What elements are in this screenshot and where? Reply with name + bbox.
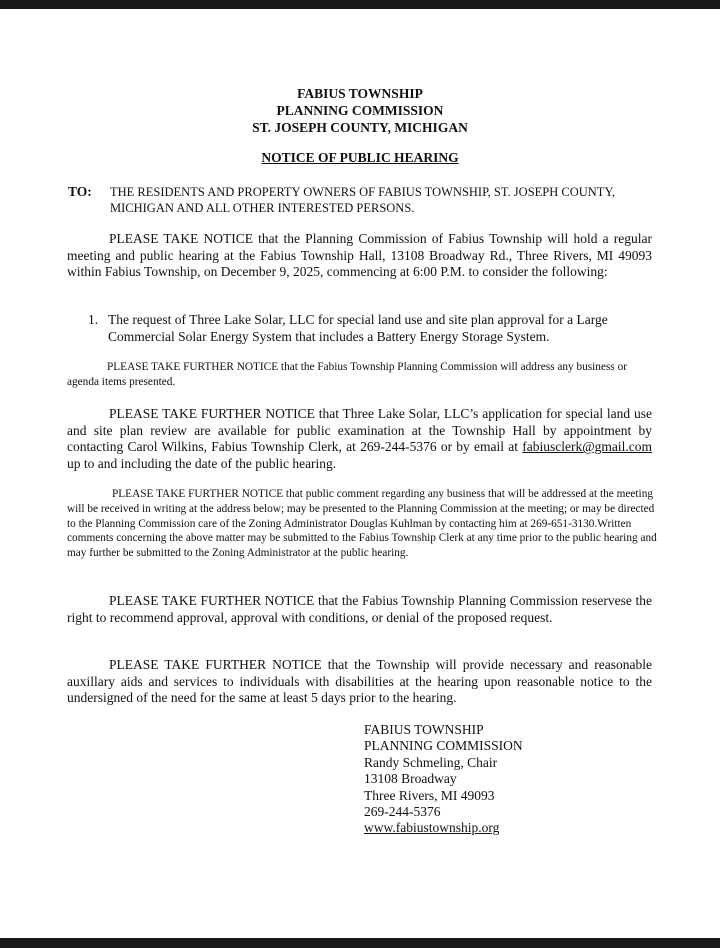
document-header	[0, 85, 720, 136]
agenda-item-number: 1.	[88, 312, 99, 327]
signature-name: Randy Schmeling, Chair	[364, 754, 498, 770]
paragraph-accessibility: PLEASE TAKE FURTHER NOTICE that the Township will provide necessary and reasonable auxillary aids and services to individuals with disabilities at the hearing upon reasonable notice to the undersigned of the need for the same at least 5 days prior to the hearing.	[67, 657, 652, 706]
paragraph-recommendation: PLEASE TAKE FURTHER NOTICE that the Fabius Township Planning Commission reservese the right to recommend approval, approval with conditions, or denial of the proposed request.	[67, 593, 652, 625]
paragraph-public-comment: PLEASE TAKE FURTHER NOTICE that public comment regarding any business that will be addressed at the meeting will be received in writing at the address below; may be presented to the Planning Commission at the meeting; or may be directed to the Planning Commission care of the Zoning Administrator Douglas Kuhlman by contacting him at 269-651-3130.Written comments concerning the above matter may be submitted to the Fabius Township Clerk at any time prior to the public hearing and may further be submitted to the Zoning Administrator at the public hearing.	[67, 488, 657, 560]
to-recipients: THE RESIDENTS AND PROPERTY OWNERS OF FABIUS TOWNSHIP, ST. JOSEPH COUNTY, MICHIGAN AND ALL OTHER INTERESTED PERSONS.	[110, 185, 615, 215]
paragraph-notice: PLEASE TAKE NOTICE that the Planning Commission of Fabius Township will hold a regular meeting and public hearing at the Fabius Township Hall, 13108 Broadway Rd., Three Rivers, MI 49093 within Fabius Township, on December 9, 2025, commencing at 6:00 P.M. to consider the following:	[67, 231, 652, 280]
paragraph-agenda-items: PLEASE TAKE FURTHER NOTICE that the Fabius Township Planning Commission will address any business or agenda items presented.	[67, 361, 627, 388]
clerk-email-link[interactable]: fabiusclerk@gmail.com	[522, 439, 653, 455]
application-text: PLEASE TAKE FURTHER NOTICE that Three Lake Solar, LLC’s application for special land use and site plan review are available for public examination at the Township Hall by appointment by contacting Carol Wilkins, Fabius Township Clerk, at 269-244-5376 or by email at	[67, 406, 652, 455]
signature-block	[364, 722, 523, 837]
signature-org-township: FABIUS TOWNSHIP	[364, 722, 484, 737]
paragraph-application-availability	[67, 406, 652, 472]
header-commission: PLANNING COMMISSION	[276, 103, 444, 118]
notice-title: NOTICE OF PUBLIC HEARING	[261, 150, 459, 165]
signature-org-commission: PLANNING COMMISSION	[364, 738, 523, 754]
header-county: ST. JOSEPH COUNTY, MICHIGAN	[252, 120, 468, 135]
bottom-border-bar	[0, 938, 720, 948]
signature-phone: 269-244-5376	[364, 804, 441, 820]
agenda-item-1	[88, 312, 653, 345]
application-text-end: up to and including the date of the public hearing.	[67, 455, 337, 471]
township-website-link[interactable]: www.fabiustownship.org	[364, 820, 500, 836]
header-township: FABIUS TOWNSHIP	[297, 86, 423, 101]
to-label: TO:	[68, 184, 92, 199]
agenda-item-text: The request of Three Lake Solar, LLC for special land use and site plan approval for a Large Commercial Solar Energy System that includes a Battery Energy Storage System.	[108, 312, 608, 344]
signature-address-street: 13108 Broadway	[364, 771, 457, 787]
signature-address-city: Three Rivers, MI 49093	[364, 787, 495, 803]
